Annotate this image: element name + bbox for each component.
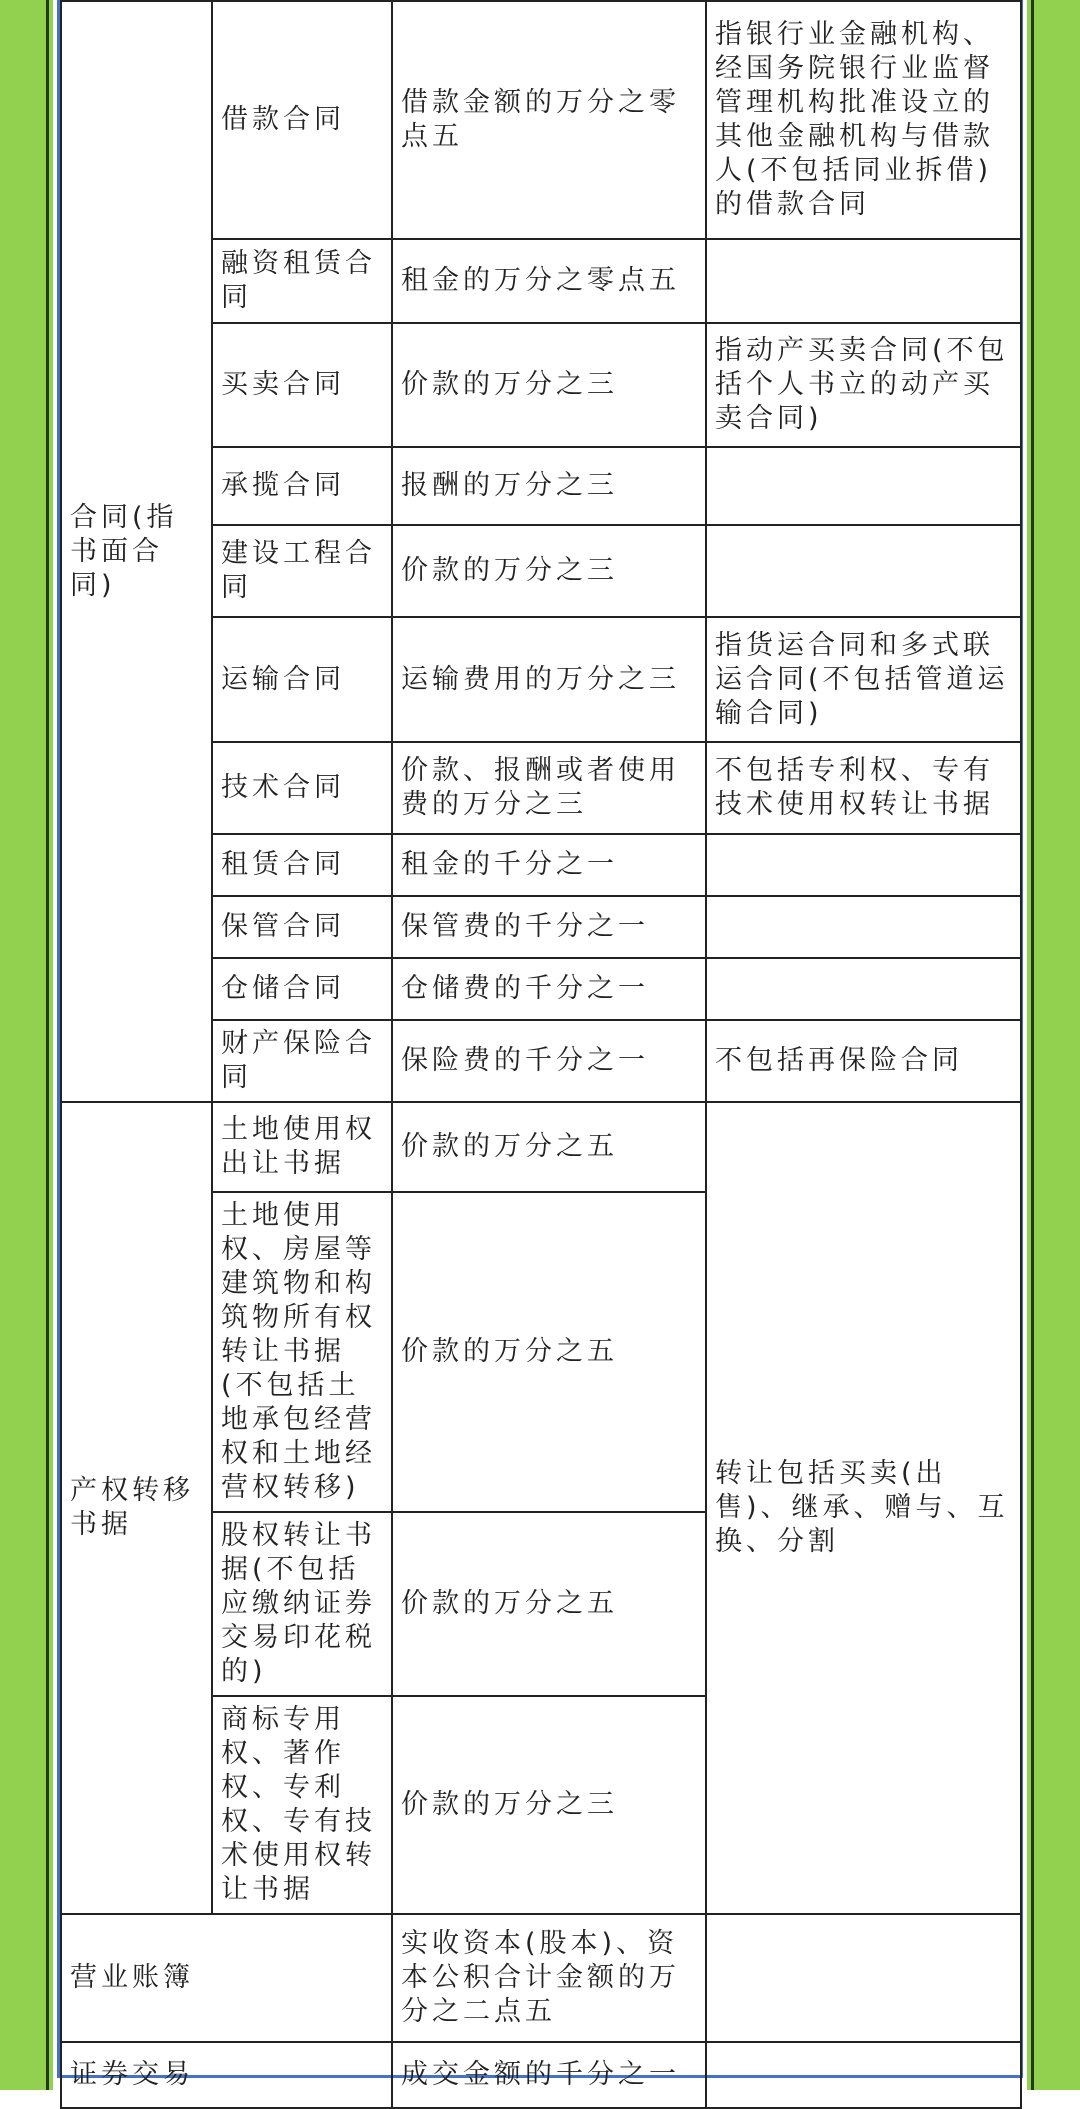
table-row: [61, 1914, 1021, 2042]
note-cell: 指动产买卖合同(不包括个人书立的动产买卖合同): [706, 323, 1021, 447]
note-cell: [706, 896, 1021, 958]
rate-cell: 价款的万分之五: [392, 1102, 706, 1192]
note-cell: [706, 958, 1021, 1020]
rate-cell: 价款的万分之五: [392, 1512, 706, 1696]
category-cell: 营业账簿: [61, 1914, 392, 2042]
item-cell: 运输合同: [212, 617, 392, 742]
rate-cell: 仓储费的千分之一: [392, 958, 706, 1020]
frame-line-right: [1031, 0, 1034, 2090]
note-cell: 指银行业金融机构、经国务院银行业监督管理机构批准设立的其他金融机构与借款人(不包括同业拆借)的借款合同: [706, 1, 1021, 239]
item-cell: 股权转让书据(不包括应缴纳证券交易印花税的): [212, 1512, 392, 1696]
category-cell: 产权转移书据: [61, 1102, 212, 1914]
note-cell: 指货运合同和多式联运合同(不包括管道运输合同): [706, 617, 1021, 742]
table-row: [61, 2042, 1021, 2108]
rate-cell: 价款的万分之三: [392, 525, 706, 617]
rate-cell: 价款的万分之三: [392, 323, 706, 447]
note-cell: [706, 1914, 1021, 2042]
rate-cell: 运输费用的万分之三: [392, 617, 706, 742]
item-cell: 商标专用权、著作权、专利权、专有技术使用权转让书据: [212, 1696, 392, 1914]
rate-cell: 成交金额的千分之一: [392, 2042, 706, 2108]
category-cell: 合同(指书面合同): [61, 1, 212, 1102]
rate-cell: 保管费的千分之一: [392, 896, 706, 958]
note-cell: [706, 447, 1021, 525]
note-cell: 转让包括买卖(出售)、继承、赠与、互换、分割: [706, 1102, 1021, 1914]
item-cell: 财产保险合同: [212, 1020, 392, 1102]
note-cell: [706, 239, 1021, 323]
rate-cell: 价款、报酬或者使用费的万分之三: [392, 742, 706, 834]
item-cell: 买卖合同: [212, 323, 392, 447]
item-cell: 借款合同: [212, 1, 392, 239]
tax-rate-table: [60, 0, 1022, 2109]
rate-cell: 报酬的万分之三: [392, 447, 706, 525]
rate-cell: 价款的万分之三: [392, 1696, 706, 1914]
rate-cell: 借款金额的万分之零点五: [392, 1, 706, 239]
note-cell: [706, 2042, 1021, 2108]
item-cell: 租赁合同: [212, 834, 392, 896]
note-cell: [706, 525, 1021, 617]
rate-cell: 实收资本(股本)、资本公积合计金额的万分之二点五: [392, 1914, 706, 2042]
table-row: [61, 1102, 1021, 1192]
item-cell: 技术合同: [212, 742, 392, 834]
item-cell: 土地使用权、房屋等建筑物和构筑物所有权转让书据(不包括土地承包经营权和土地经营权转移): [212, 1192, 392, 1512]
rate-cell: 保险费的千分之一: [392, 1020, 706, 1102]
frame-line-left: [46, 0, 49, 2090]
note-cell: 不包括专利权、专有技术使用权转让书据: [706, 742, 1021, 834]
item-cell: 仓储合同: [212, 958, 392, 1020]
rate-cell: 租金的千分之一: [392, 834, 706, 896]
category-cell: 证券交易: [61, 2042, 392, 2108]
table-row: [61, 1, 1021, 239]
item-cell: 融资租赁合同: [212, 239, 392, 323]
item-cell: 建设工程合同: [212, 525, 392, 617]
rate-cell: 价款的万分之五: [392, 1192, 706, 1512]
item-cell: 承揽合同: [212, 447, 392, 525]
rate-cell: 租金的万分之零点五: [392, 239, 706, 323]
note-cell: 不包括再保险合同: [706, 1020, 1021, 1102]
item-cell: 保管合同: [212, 896, 392, 958]
item-cell: 土地使用权出让书据: [212, 1102, 392, 1192]
note-cell: [706, 834, 1021, 896]
